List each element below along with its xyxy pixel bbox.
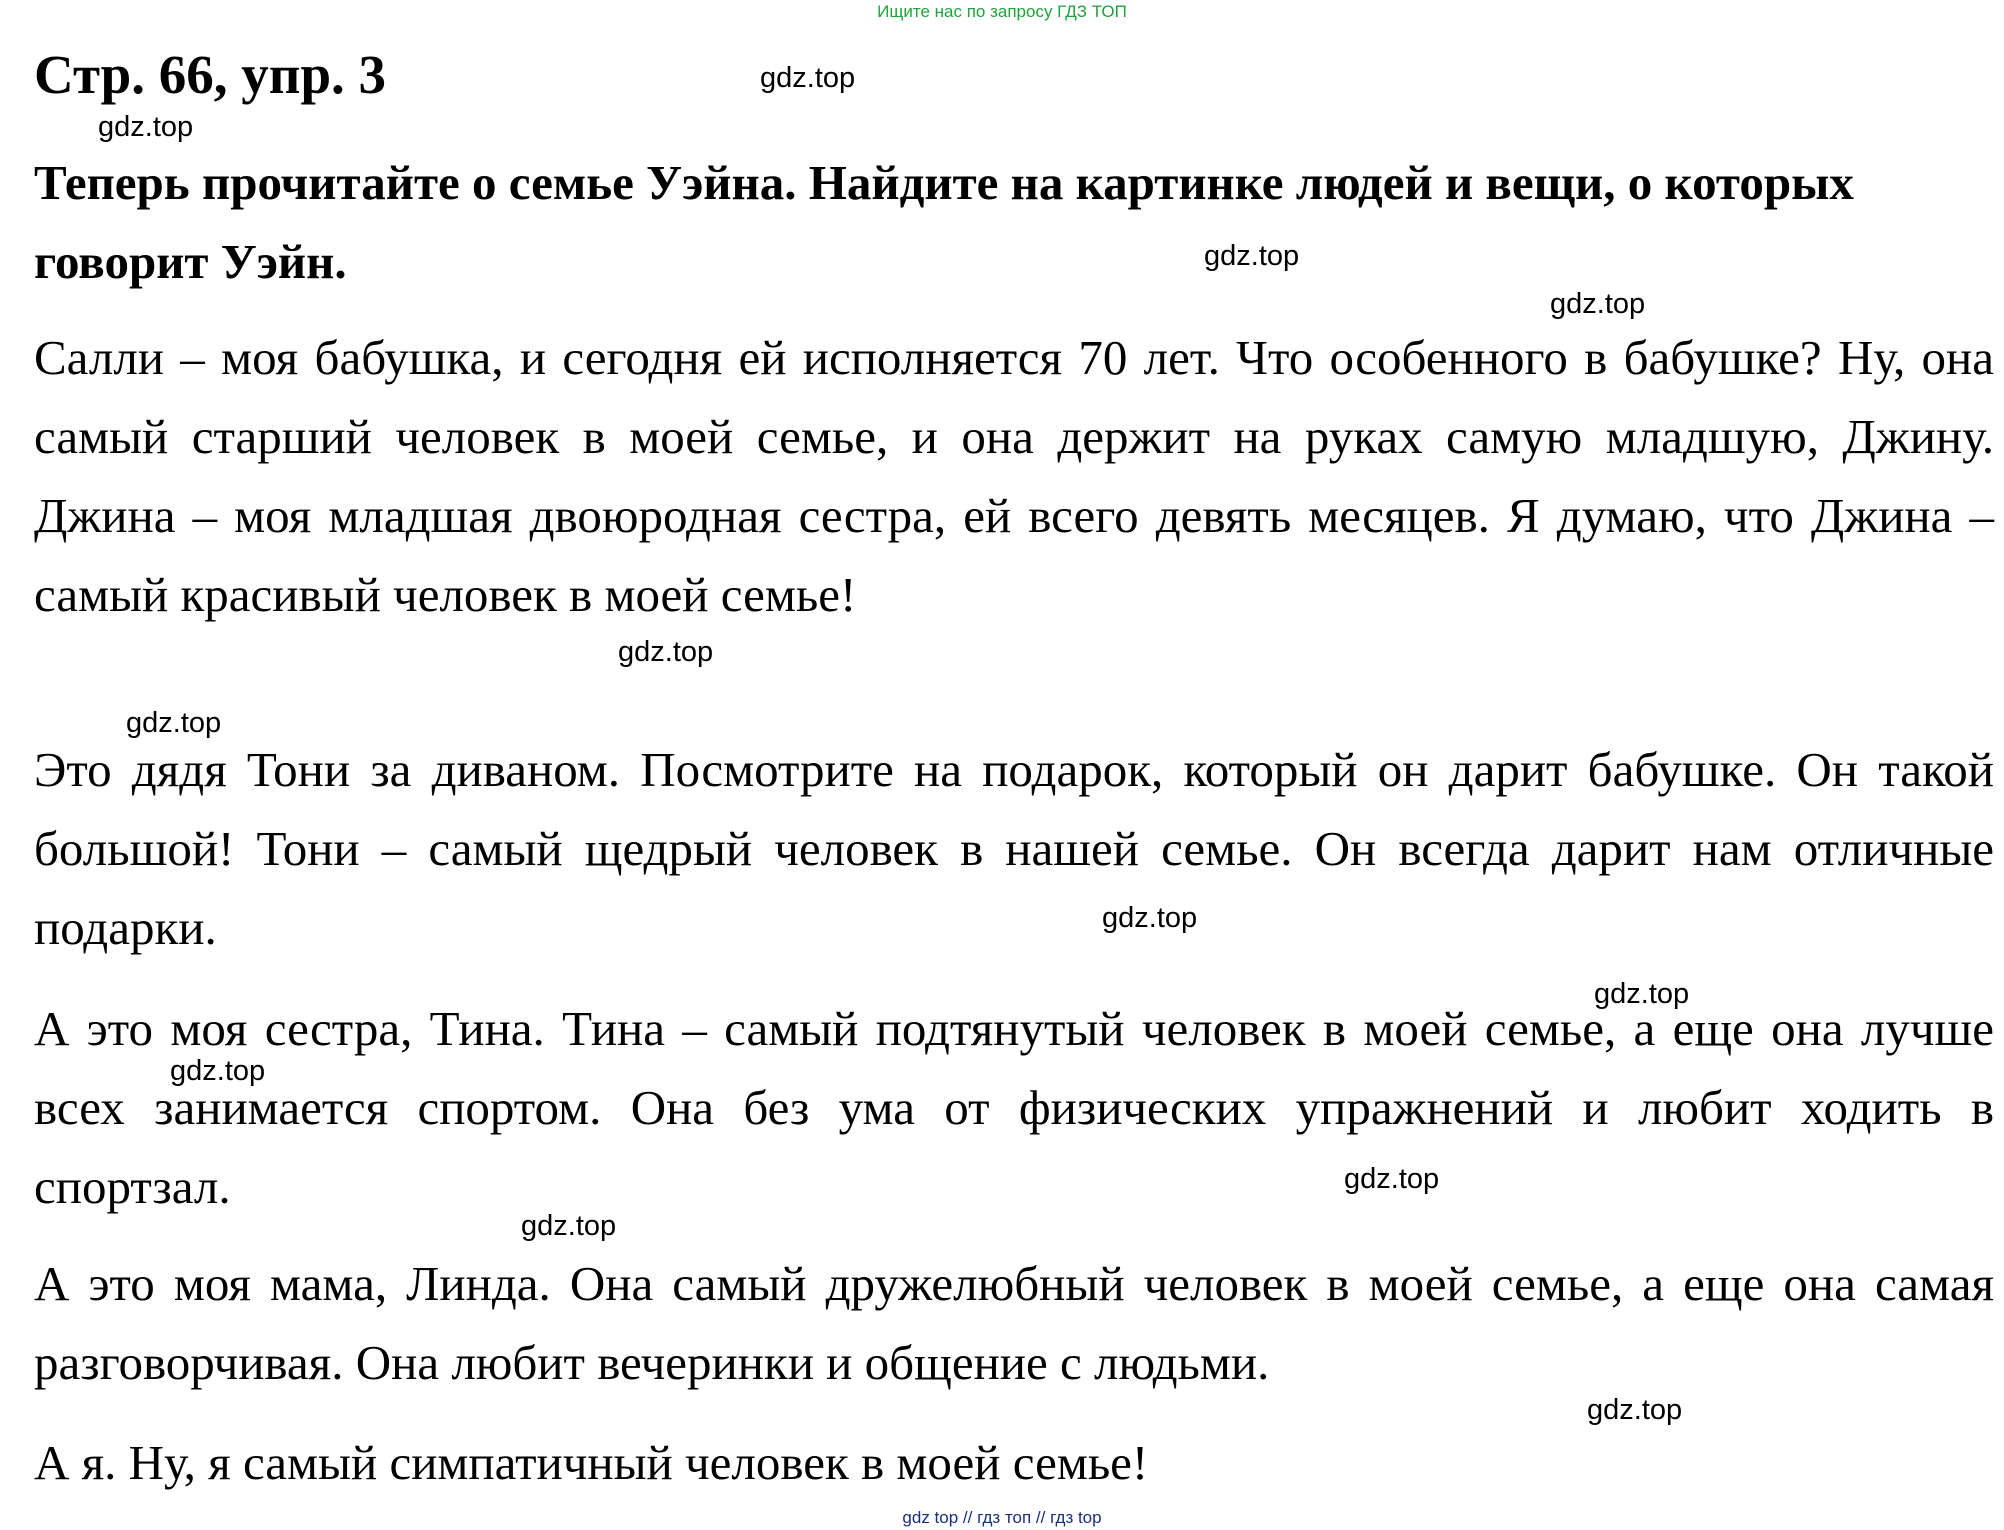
watermark: gdz.top bbox=[1102, 902, 1198, 934]
watermark: gdz.top bbox=[1204, 240, 1300, 272]
footer-links: gdz top // гдз топ // гдз top bbox=[902, 1508, 1102, 1527]
watermark: gdz.top bbox=[521, 1210, 617, 1242]
paragraph-linda: А это моя мама, Линда. Она самый дружелюбный человек в моей семье, а еще она самая разговорчивая. Она любит вечеринки и общение с людьми. bbox=[34, 1256, 1994, 1390]
task-instruction: Теперь прочитайте о семье Уэйна. Найдите на картинке людей и вещи, о которых говорит Уэйн. bbox=[34, 155, 1854, 289]
watermark: gdz.top bbox=[1594, 978, 1690, 1010]
paragraph-tina: А это моя сестра, Тина. Тина – самый подтянутый человек в моей семье, а еще она лучше всех занимается спортом. Она без ума от физических упражнений и любит ходить в спортзал. bbox=[34, 1001, 1994, 1214]
watermark: gdz.top bbox=[126, 707, 222, 739]
top-banner: Ищите нас по запросу ГДЗ ТОП bbox=[877, 2, 1127, 21]
watermark: gdz.top bbox=[760, 62, 856, 94]
paragraph-tony: Это дядя Тони за диваном. Посмотрите на подарок, который он дарит бабушке. Он такой большой! Тони – самый щедрый человек в нашей семье. Он всегда дарит нам отличные подарки. bbox=[34, 742, 1994, 955]
watermark: gdz.top bbox=[618, 636, 714, 668]
paragraph-sally: Салли – моя бабушка, и сегодня ей исполняется 70 лет. Что особенного в бабушке? Ну, она самый старший человек в моей семье, и она держит на руках самую младшую, Джину. Джина – моя младшая двоюродная сестра, ей всего девять месяцев. Я думаю, что Джина – самый красивый человек в моей семье! bbox=[34, 330, 1994, 622]
watermark: gdz.top bbox=[1344, 1163, 1440, 1195]
watermark: gdz.top bbox=[170, 1055, 266, 1087]
page-title: Стр. 66, упр. 3 bbox=[34, 44, 387, 105]
watermark: gdz.top bbox=[98, 111, 194, 143]
watermark: gdz.top bbox=[1587, 1394, 1683, 1426]
watermark: gdz.top bbox=[1550, 288, 1646, 320]
paragraph-wayne: А я. Ну, я самый симпатичный человек в моей семье! bbox=[34, 1435, 1149, 1490]
